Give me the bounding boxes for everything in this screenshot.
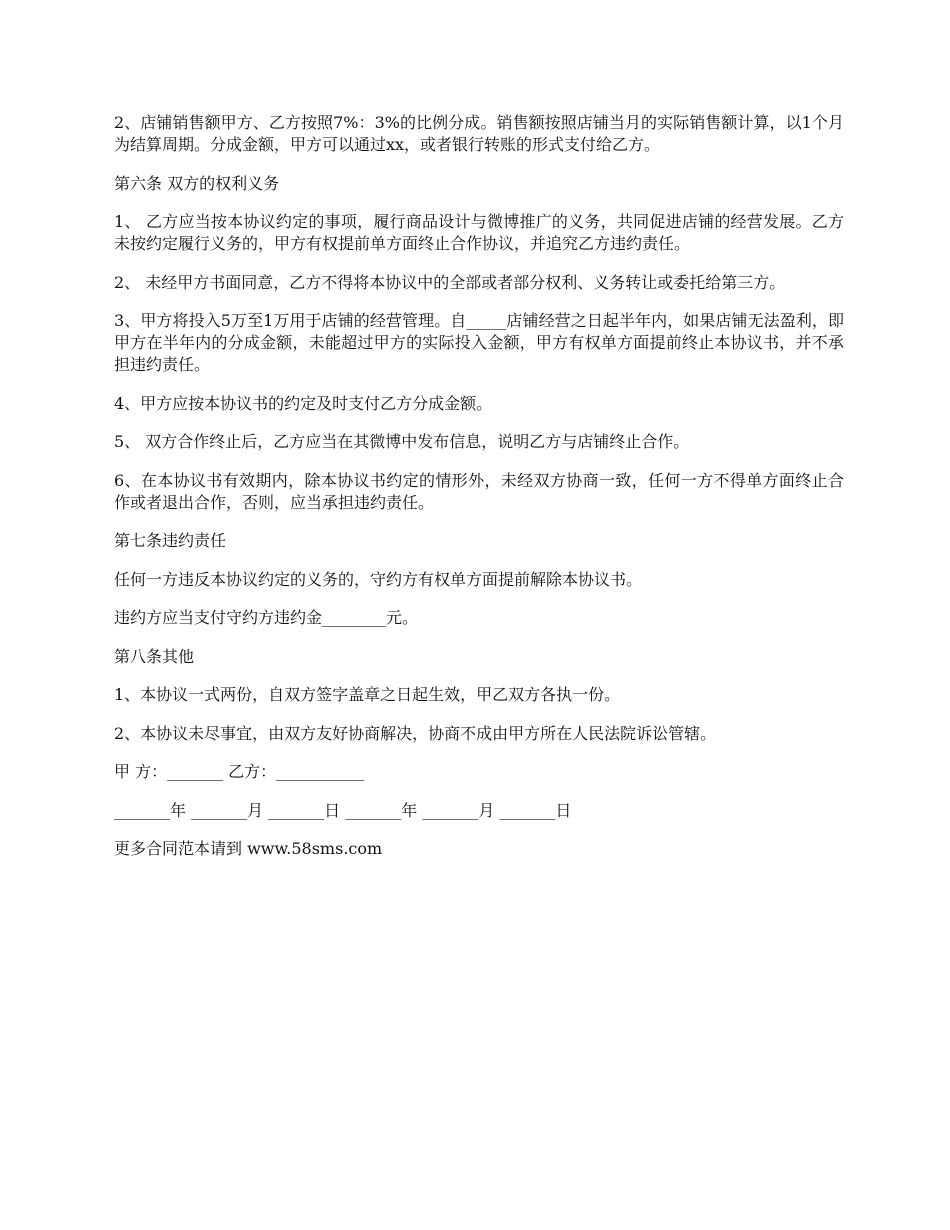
article-8-clause-2: 2、本协议未尽事宜，由双方友好协商解决，协商不成由甲方所在人民法院诉讼管辖。 bbox=[114, 723, 717, 743]
article-6-title: 第六条 双方的权利义务 bbox=[114, 173, 280, 193]
contract-page bbox=[114, 112, 844, 877]
article-8-clause-1: 1、本协议一式两份，自双方签字盖章之日起生效，甲乙双方各执一份。 bbox=[114, 685, 621, 704]
article-8-title: 第八条其他 bbox=[114, 646, 195, 666]
signature-parties-line: 甲 方：_______ 乙方：___________ bbox=[114, 762, 365, 781]
signature-date-line: _______年 _______月 _______日 _______年 _______月 _______日 bbox=[114, 800, 572, 820]
article-6-clause-4: 4、甲方应按本协议书的约定及时支付乙方分成金额。 bbox=[114, 393, 493, 413]
article-7-title: 第七条违约责任 bbox=[114, 531, 227, 550]
article-6-clause-3: 3、甲方将投入5万至1万用于店铺的经营管理。自_____店铺经营之日起半年内，如果店铺无法盈利，即甲方在半年内的分成金额，未能超过甲方的实际投入金额，甲方有权单方面提前终止本协议书，并不承担违约责任。 bbox=[114, 311, 844, 374]
article-6-clause-1: 1、 乙方应当按本协议约定的事项，履行商品设计与微博推广的义务，共同促进店铺的经营发展。乙方未按约定履行义务的，甲方有权提前单方面终止合作协议，并追究乙方违约责任。 bbox=[114, 212, 844, 253]
article-7-clause-1: 任何一方违反本协议约定的义务的，守约方有权单方面提前解除本协议书。 bbox=[114, 569, 643, 589]
footer-more-templates: 更多合同范本请到 www.58sms.com bbox=[114, 839, 383, 858]
article-7-clause-2: 违约方应当支付守约方违约金________元。 bbox=[114, 608, 419, 627]
article-6-clause-6: 6、在本协议书有效期内，除本协议书约定的情形外，未经双方协商一致，任何一方不得单方面终止合作或者退出合作，否则，应当承担违约责任。 bbox=[114, 470, 844, 512]
clause-revenue-split: 2、店铺销售额甲方、乙方按照7%：3%的比例分成。销售额按照店铺当月的实际销售额计算，以1个月为结算周期。分成金额，甲方可以通过xx，或者银行转账的形式支付给乙方。 bbox=[114, 113, 844, 154]
article-6-clause-5: 5、 双方合作终止后，乙方应当在其微博中发布信息，说明乙方与店铺终止合作。 bbox=[114, 432, 690, 451]
article-6-clause-2: 2、 未经甲方书面同意，乙方不得将本协议中的全部或者部分权利、义务转让或委托给第三方。 bbox=[114, 272, 786, 292]
